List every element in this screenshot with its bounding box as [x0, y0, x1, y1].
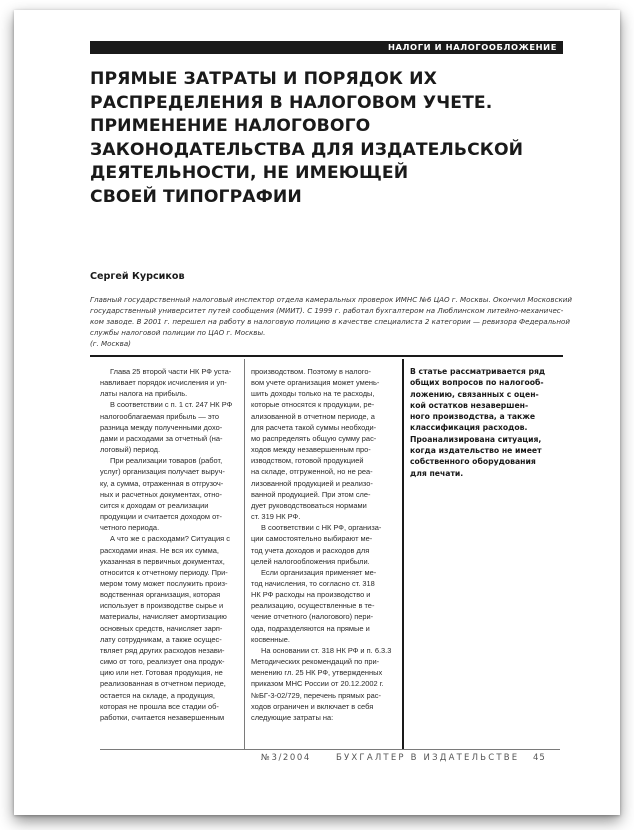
bio-line: (г. Москва)	[90, 339, 131, 348]
title-line: РАСПРЕДЕЛЕНИЯ В НАЛОГОВОМ УЧЕТЕ.	[90, 92, 493, 113]
summary-line: общих вопросов по налогооб-	[410, 378, 544, 388]
body-text-line: лизованной продукцией и реализо-	[251, 478, 373, 488]
summary-line: ложению, связанных с оцен-	[410, 389, 539, 399]
body-text-line: чение отчетного (налогового) пери-	[251, 612, 374, 622]
body-text-line: цию или нет. Готовая продукция, не	[100, 668, 223, 678]
body-text-line: производством. Поэтому в налого-	[251, 367, 371, 376]
body-column-1	[100, 366, 246, 723]
body-text-line: В соответствии с п. 1 ст. 247 НК РФ	[110, 400, 233, 410]
body-text-line: А что же с расходами? Ситуация с	[110, 534, 230, 544]
body-text-line: Если организация применяет ме-	[261, 567, 377, 577]
body-text-line: на складе, отгруженной, но не реа-	[251, 467, 373, 477]
body-text-line: приказом МНС России от 20.12.2002 г.	[251, 679, 384, 689]
body-text-line: Глава 25 второй части НК РФ уста-	[110, 367, 232, 376]
body-text-line: мером тому может послужить произ-	[100, 578, 228, 588]
body-text-line: косвенные.	[251, 634, 290, 644]
body-text-line: ходов ограничен и включает в себя	[251, 701, 374, 711]
body-text-line: ализованной в отчетном периоде, а	[251, 411, 375, 421]
body-text-line: №БГ-3-02/729, перечень прямых рас-	[251, 690, 381, 700]
body-text-line: остается на складе, а продукция,	[100, 690, 215, 700]
author-bio	[90, 294, 572, 349]
body-text-line: ку, а сумма, отраженная в отгрузоч-	[100, 478, 224, 488]
bio-line: службы налоговой полиции по ЦАО г. Москвы.	[90, 328, 266, 337]
body-text-line: для расчета такой суммы необходи-	[251, 422, 377, 432]
body-text-line: водственная организация, которая	[100, 590, 221, 600]
title-line: ЗАКОНОДАТЕЛЬСТВА ДЛЯ ИЗДАТЕЛЬСКОЙ	[90, 139, 524, 160]
section-header-bar	[90, 41, 563, 54]
body-text-line: тод начисления, то согласно ст. 318	[251, 578, 375, 588]
body-text-line: При реализации товаров (работ,	[110, 456, 223, 466]
body-text-line: тод учета доходов и расходов для	[251, 545, 370, 555]
body-text-line: ванной продукцией. При этом сле-	[251, 489, 371, 499]
body-text-line: использует в производстве сырье и	[100, 601, 224, 611]
body-text-line: расходами иная. Не вся их сумма,	[100, 545, 219, 555]
body-text-line: На основании ст. 318 НК РФ и п. 6.3.3	[261, 645, 392, 655]
footer-divider	[100, 749, 560, 750]
summary-line: ного производства, а также	[410, 412, 536, 422]
article-summary	[410, 366, 562, 479]
column-divider	[244, 359, 245, 749]
body-text-line: мо распределять общую сумму рас-	[251, 433, 377, 443]
title-line: СВОЕЙ ТИПОГРАФИИ	[90, 186, 302, 207]
body-text-line: менению гл. 25 НК РФ, утвержденных	[251, 668, 383, 678]
body-text-line: дами и расходами за отчетный (на-	[100, 433, 223, 443]
body-text-line: услуг) организация получает выруч-	[100, 467, 225, 477]
magazine-page	[14, 10, 620, 815]
body-text-line: четного периода.	[100, 523, 160, 533]
body-text-line: вом учете организация может умень-	[251, 378, 380, 388]
body-text-line: следующие затраты на:	[251, 712, 334, 722]
body-text-line: НК РФ расходы на производство и	[251, 590, 371, 600]
summary-line: В статье рассматривается ряд	[410, 367, 546, 376]
title-line: ПРЯМЫЕ ЗАТРАТЫ И ПОРЯДОК ИХ	[90, 69, 437, 89]
header-divider	[90, 355, 563, 357]
section-rubric: НАЛОГИ И НАЛОГООБЛОЖЕНИЕ	[387, 42, 557, 52]
body-text-line: основных средств, начисляет зарп-	[100, 623, 223, 633]
body-text-line: ода, подразделяются на прямые и	[251, 623, 370, 633]
body-text-line: латы налога на прибыль.	[100, 389, 188, 399]
body-text-line: которая не прошла все стадии об-	[100, 701, 219, 711]
summary-line: когда издательство не имеет	[410, 446, 542, 456]
body-text-line: ции самостоятельно выбирают ме-	[251, 534, 373, 544]
body-text-line: которые относятся к продукции, ре-	[251, 400, 375, 410]
body-text-line: ходов между незавершенным про-	[251, 445, 371, 455]
summary-divider	[402, 359, 404, 749]
author-name: Сергей Курсиков	[90, 271, 185, 282]
title-line: ПРИМЕНЕНИЕ НАЛОГОВОГО	[90, 116, 371, 137]
body-text-line: логовый) период.	[100, 445, 161, 455]
summary-line: кой остатков незавершен-	[410, 400, 529, 410]
summary-line: собственного оборудования	[410, 457, 536, 467]
summary-line: классификация расходов.	[410, 423, 528, 433]
page-number: 45	[533, 753, 546, 763]
body-text-line: шить доходы только на те расходы,	[251, 389, 375, 399]
issue-number: №3/2004	[261, 753, 311, 763]
body-text-line: реализованная в отчетном периоде,	[100, 679, 226, 689]
body-text-line: указанная в первичных документах,	[100, 556, 225, 566]
body-text-line: ст. 319 НК РФ.	[251, 512, 301, 522]
body-text-line: В соответствии с НК РФ, организа-	[261, 523, 382, 533]
body-text-line: симо от того, реализует она продук-	[100, 657, 225, 667]
title-line: ДЕЯТЕЛЬНОСТИ, НЕ ИМЕЮЩЕЙ	[90, 163, 409, 184]
body-text-line: изводством, готовой продукцией	[251, 456, 364, 466]
summary-line: для печати.	[410, 468, 464, 478]
body-text-line: реализацию, осуществленные в те-	[251, 601, 375, 611]
body-text-line: Методических рекомендаций по при-	[251, 657, 380, 667]
body-text-line: сится к доходам от реализации	[100, 500, 209, 510]
body-text-line: твляет ряд других расходов незави-	[100, 645, 225, 655]
body-column-2	[251, 366, 397, 723]
body-text-line: ных и расчетных документах, отно-	[100, 489, 222, 499]
magazine-name: БУХГАЛТЕР В ИЗДАТЕЛЬСТВЕ	[336, 753, 520, 763]
body-text-line: лату сотрудникам, а также осущес-	[100, 634, 222, 644]
body-text-line: целей налогообложения прибыли.	[251, 556, 370, 566]
bio-line: ком заводе. В 2001 г. перешел на работу в налоговую полицию в качестве специалиста 2 категории — ревизора Федеральной	[90, 317, 570, 326]
body-text-line: навливает порядок исчисления и уп-	[100, 378, 227, 388]
body-text-line: продукции и считается доходом от-	[100, 512, 222, 522]
body-text-line: дует руководствоваться нормами	[251, 500, 367, 510]
body-text-line: работки, считается незавершенным	[100, 712, 225, 722]
summary-line: Проанализирована ситуация,	[410, 434, 542, 444]
body-text-line: разница между полученными дохо-	[100, 422, 223, 432]
body-text-line: относится к отчетному периоду. При-	[100, 567, 228, 577]
bio-line: государственный университет путей сообщения (МИИТ). С 1999 г. работал бухгалтером на Люблинском литейно-механичес-	[90, 306, 564, 315]
body-text-line: материалы, начисляет амортизацию	[100, 612, 227, 622]
bio-line: Главный государственный налоговый инспектор отдела камеральных проверок ИМНС №6 ЦАО г. Москвы. Окончил Московский	[90, 295, 572, 304]
body-text-line: налогооблагаемая прибыль — это	[100, 411, 219, 421]
article-title	[90, 68, 560, 210]
